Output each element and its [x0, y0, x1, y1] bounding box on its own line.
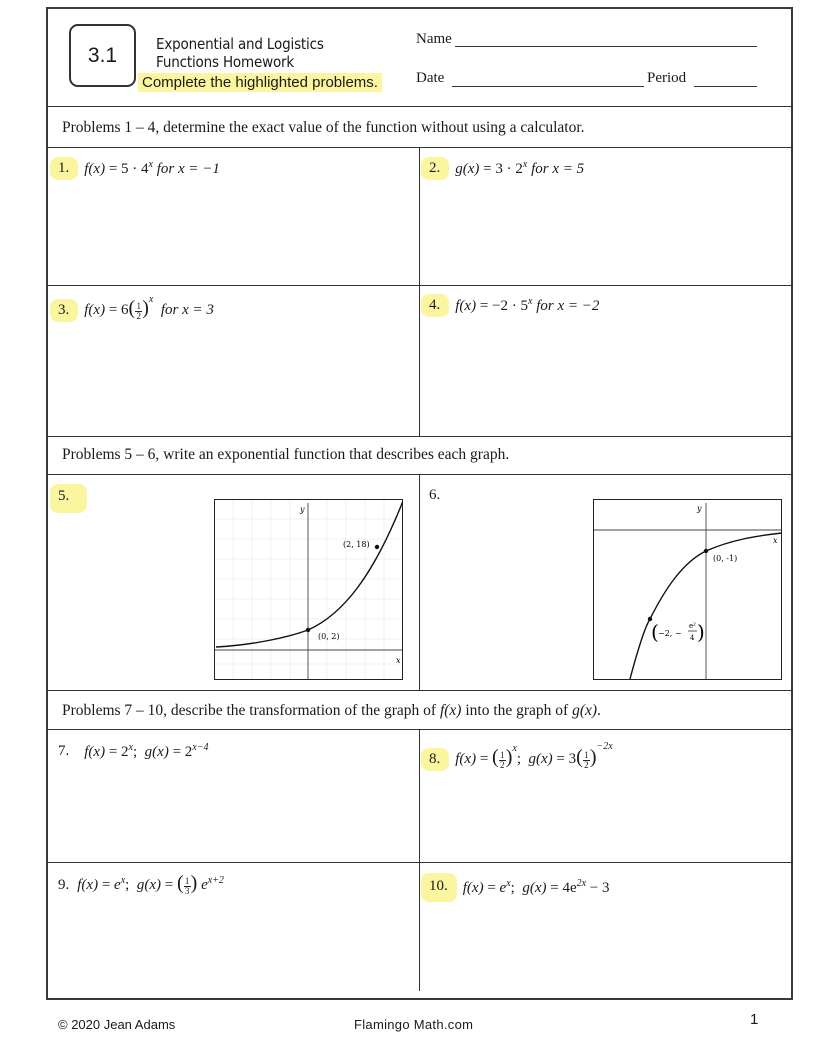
p4-expr: = −2 · 5 [479, 298, 528, 314]
p3-exp: x [148, 294, 154, 306]
title-line-1: Exponential and Logistics [156, 35, 324, 53]
paren-close: ) [190, 872, 198, 895]
problem-4-expression [455, 296, 599, 315]
p9-gexp: x+2 [207, 875, 224, 887]
p9-fexp: x [120, 875, 126, 887]
p10-tail: − 3 [589, 880, 610, 896]
s3-gx: g(x) [572, 702, 598, 719]
problem-9 [50, 874, 224, 897]
paren-open: ( [492, 746, 499, 769]
frac-den: 2 [584, 759, 589, 770]
graph-5 [214, 499, 403, 680]
p7-g: = 2 [172, 744, 193, 760]
period-label: Period [647, 70, 687, 86]
problem-number: 5. [50, 484, 87, 513]
section-3-heading [62, 702, 601, 720]
graph-5-point-b [306, 628, 310, 632]
divider-2 [419, 474, 420, 690]
section-1-heading: Problems 1 – 4, determine the exact value of the function without using a calculator. [62, 119, 585, 136]
p2-exp: x [522, 159, 528, 170]
gx: g(x) [522, 880, 547, 896]
rule-row3 [46, 690, 793, 691]
problem-number: 7. [58, 743, 70, 759]
divider-1 [419, 147, 420, 436]
problem-number: 3. [50, 299, 78, 322]
p10-g: = 4e [550, 880, 577, 896]
p1-for: for x = −1 [156, 161, 220, 177]
homework-title [156, 35, 324, 71]
period-field[interactable] [694, 86, 757, 87]
gx: g(x) [528, 751, 553, 768]
lesson-number: 3.1 [87, 43, 118, 67]
frac-num: 1 [136, 300, 141, 311]
name-field[interactable] [455, 46, 757, 47]
problem-3-expression [84, 294, 214, 321]
paren-close: ) [142, 297, 149, 320]
p2-for: for x = 5 [531, 161, 585, 177]
gx: g(x) [144, 744, 169, 760]
p8-g: = 3 [556, 751, 577, 768]
frac-num: 1 [499, 749, 505, 760]
problem-number: 2. [421, 157, 449, 180]
rule-row2 [46, 436, 793, 437]
problem-9-expression: $f(x) = e^x$; g(x) = ( $\frac{1}{3}$ ) $e^{x+2}$ [77, 872, 224, 896]
p3-for: for x = 3 [160, 302, 214, 319]
fx: f(x) [462, 880, 484, 896]
fx: f(x) [84, 744, 106, 760]
half-fraction [583, 751, 590, 770]
title-line-2: Functions Homework [156, 53, 295, 71]
problem-5 [50, 484, 93, 513]
problem-2 [421, 157, 584, 180]
third-fraction [184, 877, 191, 896]
frac-den: 3 [184, 885, 190, 896]
gx: g(x) [136, 877, 161, 894]
p3-expr: = 6 [108, 302, 129, 319]
graph-6 [593, 499, 782, 680]
e-base: e [114, 877, 121, 894]
s3-text-b: into the graph of [461, 702, 573, 719]
p2-expr: = 3 · 2 [483, 161, 523, 177]
fx: f(x) [84, 161, 106, 177]
half-fraction [499, 751, 506, 770]
graph-5-x-label: x [396, 656, 401, 665]
gx: g(x) [455, 161, 480, 177]
graph-6-label-b-num: e² [689, 622, 696, 630]
p7-fexp: x [128, 742, 133, 753]
site-text: Flamingo Math.com [354, 1017, 474, 1032]
problem-number: 1. [50, 157, 78, 180]
problem-10 [421, 873, 610, 902]
p10-gexp: 2x [576, 878, 587, 889]
date-label: Date [416, 70, 445, 86]
paren-close: ) [505, 746, 513, 769]
graph-5-label-b: (0, 2) [318, 632, 340, 641]
section-2-heading: Problems 5 – 6, write an exponential function that describes each graph. [62, 446, 510, 463]
page-number: 1 [750, 1011, 759, 1028]
problem-8 [421, 741, 613, 771]
paren-open: ( [128, 297, 136, 320]
problem-3 [50, 294, 214, 322]
p1-exp: x [148, 159, 153, 170]
graph-6-paren-close: ) [697, 620, 705, 644]
problem-number: 4. [421, 294, 449, 317]
problem-number: 9. [58, 877, 70, 893]
e-base: e [499, 880, 507, 896]
graph-6-y-label: y [697, 504, 702, 513]
lesson-badge [69, 24, 136, 87]
graph-5-y-label: y [300, 505, 305, 514]
instruction-banner: Complete the highlighted problems. [138, 73, 382, 92]
graph-6-point-a [704, 549, 708, 553]
p7-f: = 2 [108, 744, 129, 760]
paren-open: ( [176, 872, 184, 895]
problem-1 [50, 157, 220, 180]
p4-exp: x [528, 296, 533, 307]
copyright-text: © 2020 Jean Adams [58, 1017, 176, 1032]
problem-10-expression: $f(x) = e^x$; $g(x) = 4e^{2x} - 3$ [462, 878, 610, 896]
date-field[interactable] [452, 86, 644, 87]
frac-num: 1 [184, 875, 190, 886]
e-base: e [201, 877, 208, 894]
p10-fexp: x [506, 878, 511, 889]
problem-number: 6. [429, 487, 441, 503]
graph-6-label-b-den: 4 [690, 634, 695, 642]
problem-2-expression [455, 159, 584, 178]
p8-fexp: x [512, 743, 517, 755]
problem-1-expression [84, 159, 220, 178]
frac-den: 2 [499, 759, 505, 770]
graph-6-x-label: x [773, 536, 778, 545]
paren-close: ) [589, 746, 597, 769]
problem-6 [421, 484, 455, 507]
graph-5-point-a [375, 545, 379, 549]
fx: f(x) [455, 298, 477, 314]
fx: f(x) [84, 302, 106, 319]
p8-gexp: −2x [596, 741, 613, 753]
name-label: Name [416, 31, 452, 47]
p1-expr: = 5 · 4 [108, 161, 149, 177]
paren-open: ( [576, 746, 583, 769]
problem-number: 8. [421, 748, 449, 771]
fx: f(x) [455, 751, 477, 768]
problem-number: 10. [421, 873, 457, 902]
p4-for: for x = −2 [536, 298, 600, 314]
graph-6-label-b-prefix: −2, − [658, 629, 682, 638]
graph-5-frame [215, 500, 403, 680]
graph-6-label-a: (0, -1) [713, 554, 738, 563]
s3-fx: f(x) [439, 702, 462, 719]
graph-5-label-a: (2, 18) [343, 540, 370, 549]
problem-4 [421, 294, 599, 317]
graph-6-frame [594, 500, 782, 680]
fx: f(x) [77, 877, 99, 894]
frac-num: 1 [584, 749, 589, 760]
s3-text-a: Problems 7 – 10, describe the transformation of the graph of [62, 702, 440, 719]
rule-header [46, 106, 793, 107]
p7-gexp: x−4 [192, 742, 209, 753]
graph-6-paren-open: ( [651, 620, 659, 644]
divider-3 [419, 729, 420, 991]
s3-text-c: . [597, 702, 601, 719]
frac-den: 2 [136, 310, 141, 321]
problem-8-expression: f(x) = ( $\frac{1}{2}$ )$^x$; g(x) = 3( $\frac{1}{2}$ )$^{-2x}$ [455, 741, 613, 770]
problem-7-expression: $f(x) = 2^x$; $g(x) = 2^{x-4}$ [84, 742, 209, 760]
problem-7 [50, 740, 208, 763]
